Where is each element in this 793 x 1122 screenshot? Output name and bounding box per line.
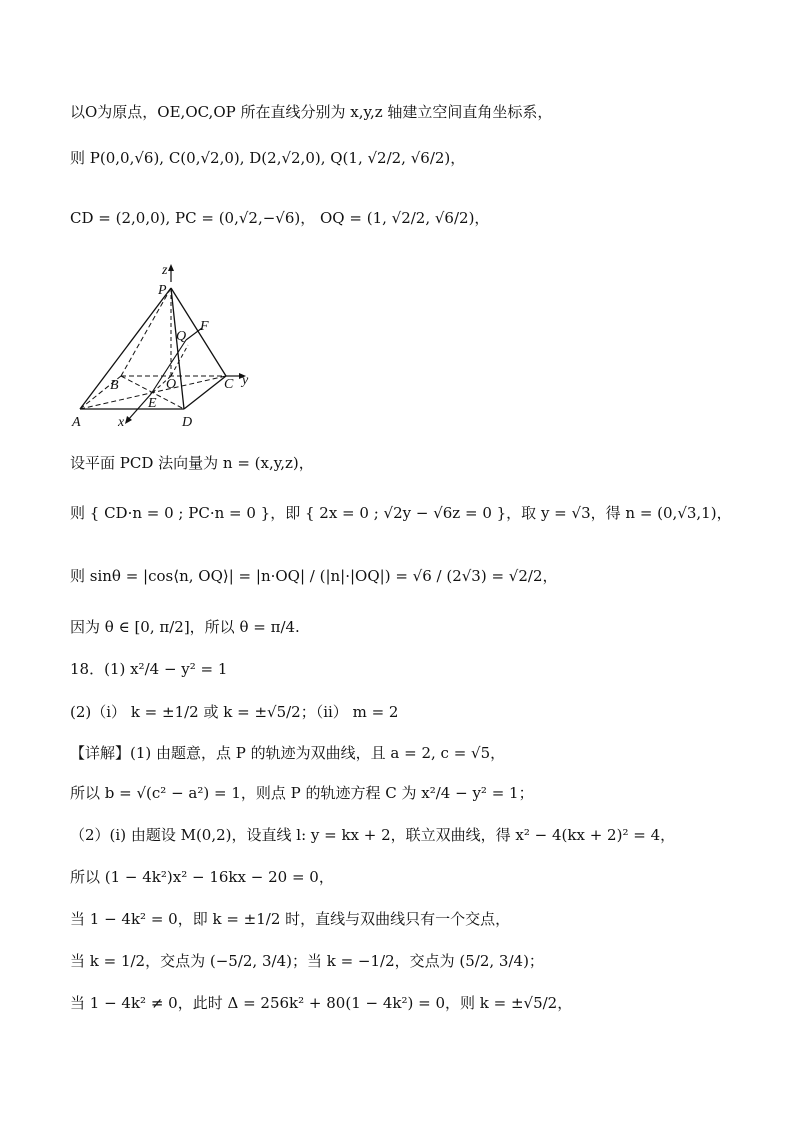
label-P: P	[158, 283, 167, 298]
line-3: CD = (2,0,0), PC = (0,√2,−√6)， OQ = (1, √2/2, √6/2)，	[70, 209, 490, 227]
label-D: D	[182, 415, 193, 430]
line-8: 18．(1) x²/4 − y² = 1	[70, 660, 228, 678]
label-E: E	[148, 396, 157, 411]
line-16: 当 1 − 4k² ≠ 0，此时 Δ = 256k² + 80(1 − 4k²) = 0，则 k = ±√5/2，	[70, 994, 573, 1012]
line-4: 设平面 PCD 法向量为 n = (x,y,z)，	[70, 454, 314, 472]
label-y: y	[242, 373, 249, 388]
line-6: 则 sinθ = |cos⟨n, OQ⟩| = |n·OQ| / (|n|·|OQ|) = √6 / (2√3) = √2/2，	[70, 567, 558, 585]
line-2: 则 P(0,0,√6), C(0,√2,0), D(2,√2,0), Q(1, √2/2, √6/2)，	[70, 149, 466, 167]
line-10: 【详解】(1) 由题意，点 P 的轨迹为双曲线，且 a = 2, c = √5，	[70, 744, 506, 762]
label-z: z	[162, 263, 168, 278]
line-1: 以O为原点，OE,OC,OP 所在直线分别为 x,y,z 轴建立空间直角坐标系，	[70, 103, 553, 121]
label-C: C	[224, 377, 234, 392]
line-15: 当 k = 1/2，交点为 (−5/2, 3/4)；当 k = −1/2，交点为 (5/2, 3/4)；	[70, 952, 544, 970]
line-11: 所以 b = √(c² − a²) = 1，则点 P 的轨迹方程 C 为 x²/4 − y² = 1；	[70, 784, 534, 802]
label-F: F	[200, 319, 209, 334]
label-B: B	[110, 378, 119, 393]
label-O: O	[166, 377, 177, 392]
label-Q: Q	[176, 329, 187, 344]
pyramid-figure	[66, 260, 266, 430]
label-x: x	[118, 415, 125, 430]
line-14: 当 1 − 4k² = 0，即 k = ±1/2 时，直线与双曲线只有一个交点，	[70, 910, 511, 928]
line-12: （2）(i) 由题设 M(0,2)，设直线 l: y = kx + 2，联立双曲线，得 x² − 4(kx + 2)² = 4，	[70, 826, 676, 844]
line-13: 所以 (1 − 4k²)x² − 16kx − 20 = 0，	[70, 868, 334, 886]
line-9: (2)（i） k = ±1/2 或 k = ±√5/2；（ii） m = 2	[70, 703, 399, 721]
label-A: A	[72, 415, 81, 430]
line-7: 因为 θ ∈ [0, π/2]，所以 θ = π/4.	[70, 618, 300, 636]
line-5: 则 { CD·n = 0 ; PC·n = 0 }，即 { 2x = 0 ; √2y − √6z = 0 }，取 y = √3，得 n = (0,√3,1)，	[70, 504, 732, 522]
